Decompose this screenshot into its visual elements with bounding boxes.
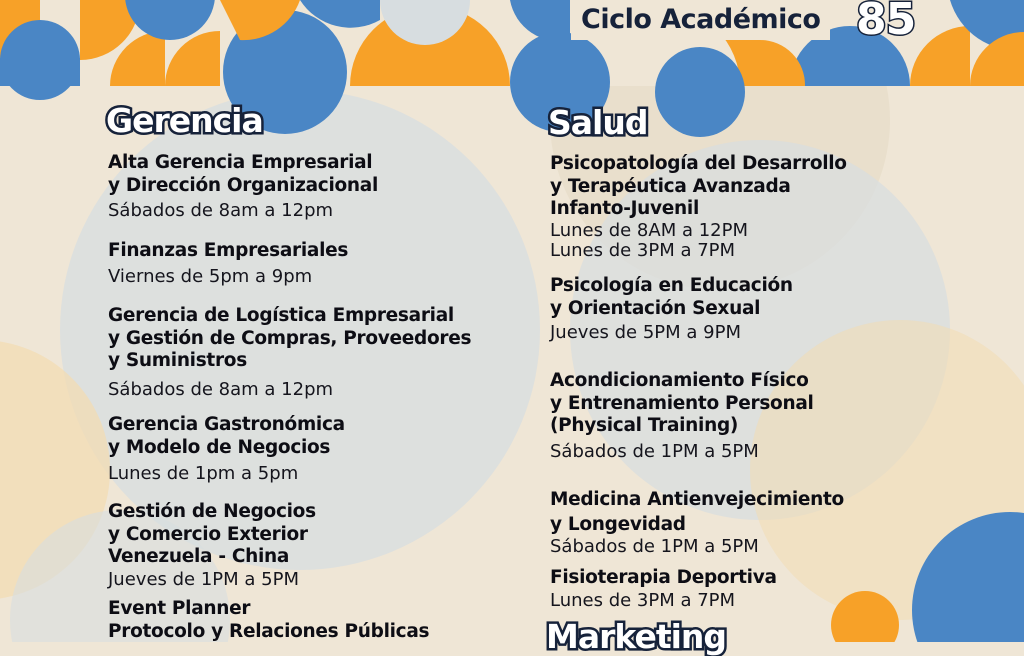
section-title-marketing: Marketing	[546, 617, 727, 656]
course-title-line: Psicopatología del Desarrollo	[550, 153, 847, 174]
course-schedule: Lunes de 3PM a 7PM	[550, 589, 736, 611]
course-title-line: Venezuela - China	[108, 546, 290, 567]
course-item	[550, 275, 793, 344]
course-item	[108, 240, 348, 288]
course-title-line: y Suministros	[108, 350, 247, 371]
course-title-line: Medicina Antienvejecimiento	[550, 489, 844, 510]
course-title-line: Gerencia Gastronómica	[108, 414, 345, 435]
course-title-line: Fisioterapia Deportiva	[550, 567, 777, 588]
course-title-line: Alta Gerencia Empresarial	[108, 152, 373, 173]
course-title-line: Gestión de Negocios	[108, 501, 316, 522]
course-schedule: Sábados de 8am a 12pm	[108, 378, 334, 400]
course-item	[550, 489, 844, 558]
course-title-line: Finanzas Empresariales	[108, 240, 349, 261]
course-title-line: Gerencia de Logística Empresarial	[108, 305, 454, 326]
course-title-line: y Gestión de Compras, Proveedores	[108, 327, 472, 349]
course-item	[550, 153, 847, 261]
course-title-line: Psicología en Educación	[550, 275, 793, 296]
course-item	[108, 152, 378, 222]
course-item	[108, 305, 471, 401]
course-schedule: Viernes de 5pm a 9pm	[108, 265, 313, 287]
course-title-line: Event Planner	[108, 598, 251, 619]
course-item	[108, 598, 429, 643]
course-item	[550, 370, 814, 463]
course-schedule: Jueves de 5PM a 9PM	[550, 322, 741, 343]
course-title-line: y Longevidad	[550, 513, 686, 535]
course-title-line: y Comercio Exterior	[108, 523, 308, 545]
course-schedule: Jueves de 1PM a 5PM	[108, 568, 299, 590]
course-schedule: Lunes de 1pm a 5pm	[108, 463, 299, 484]
course-title-line: y Entrenamiento Personal	[550, 392, 814, 414]
cycle-label: Ciclo Académico	[581, 3, 821, 35]
course-title-line: y Modelo de Negocios	[108, 436, 331, 458]
course-schedule: Sábados de 1PM a 5PM	[550, 536, 759, 557]
course-schedule: Lunes de 8AM a 12PM	[550, 219, 748, 241]
course-schedule: Lunes de 3PM a 7PM	[550, 239, 736, 261]
course-item	[108, 414, 345, 485]
course-schedule: Sábados de 1PM a 5PM	[550, 440, 759, 462]
cycle-number: 85	[856, 0, 916, 45]
course-title-line: (Physical Training)	[550, 415, 739, 436]
course-title-line: Infanto-Juvenil	[550, 198, 700, 219]
course-title-line: Acondicionamiento Físico	[550, 370, 809, 391]
course-title-line: y Terapéutica Avanzada	[550, 175, 791, 197]
section-title-gerencia: Gerencia	[106, 101, 263, 140]
cycle-badge	[571, 0, 830, 40]
course-title-line: Protocolo y Relaciones Públicas	[108, 620, 430, 642]
course-title-line: y Orientación Sexual	[550, 297, 761, 319]
section-title-salud: Salud	[548, 103, 648, 142]
course-item	[108, 501, 316, 591]
course-schedule: Sábados de 8am a 12pm	[108, 200, 334, 221]
course-title-line: y Dirección Organizacional	[108, 174, 379, 196]
course-item	[550, 567, 777, 612]
